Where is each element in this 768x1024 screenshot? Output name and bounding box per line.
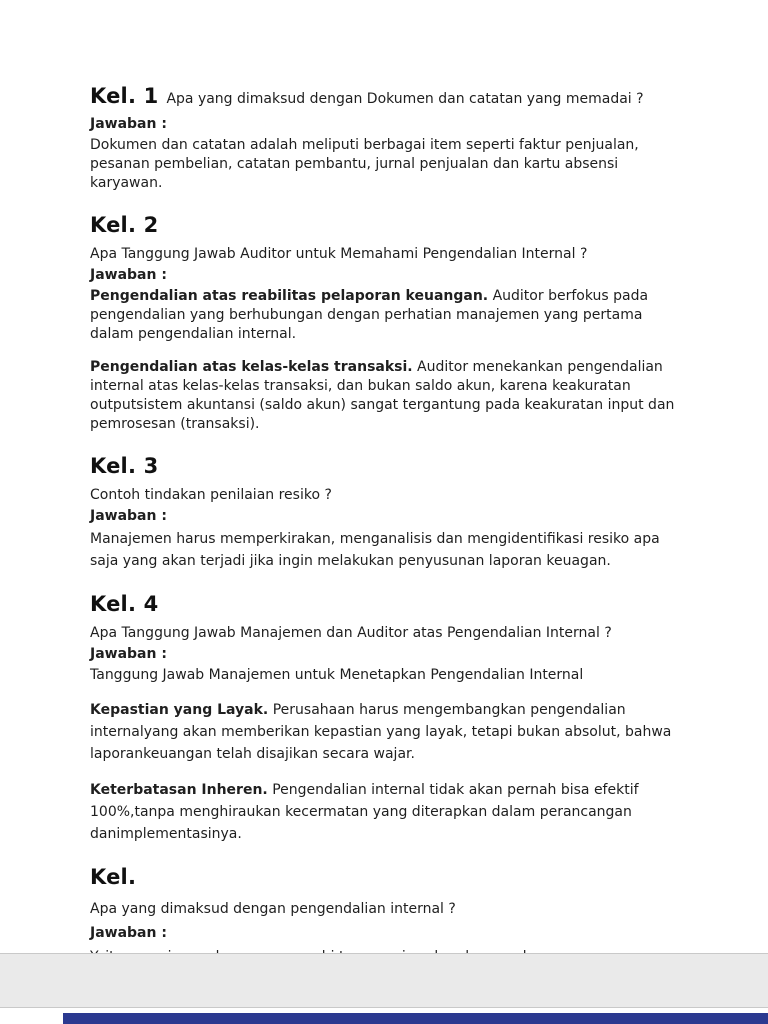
- paragraph-text: Perusahaan harus mengembangkan pengendalian internalyang akan memberikan kepastian yang layak, tetapi bukan absolut, bahwa laporankeuangan telah disajikan secara wajar.: [90, 702, 672, 763]
- section-question: Apa yang dimaksud dengan pengendalian internal ?: [90, 900, 456, 917]
- next-page-blue-bar: [63, 1013, 768, 1024]
- answer-paragraph: [90, 287, 684, 344]
- answer-text: Dokumen dan catatan adalah meliputi berbagai item seperti faktur penjualan, pesanan pembelian, catatan pembantu, jurnal penjualan dan kartu absensi karyawan.: [90, 137, 639, 191]
- section-kel-1: [90, 84, 684, 193]
- paragraph-lead-bold: Pengendalian atas reabilitas pelaporan keuangan.: [90, 288, 489, 305]
- paragraph-lead-bold: Kepastian yang Layak.: [90, 702, 269, 719]
- section-heading: Kel. 2: [90, 213, 159, 237]
- section-kel-4: [90, 592, 684, 845]
- paragraph-lead-bold: Keterbatasan Inheren.: [90, 782, 268, 799]
- answer-paragraph: [90, 779, 684, 845]
- answer-paragraph: [90, 699, 684, 765]
- jawaban-label: Jawaban :: [90, 924, 167, 941]
- jawaban-label: Jawaban :: [90, 267, 167, 284]
- document-content: [90, 84, 684, 972]
- answer-text: Manajemen harus memperkirakan, menganalisis dan mengidentifikasi resiko apa saja yang akan terjadi jika ingin melakukan penyusunan laporan keuagan.: [90, 531, 660, 570]
- section-heading: Kel. 1: [90, 84, 159, 108]
- page-gap: [0, 953, 768, 1008]
- section-heading: Kel. 4: [90, 592, 159, 617]
- paragraph-text: Pengendalian internal tidak akan pernah bisa efektif 100%,tanpa menghiraukan kecermatan yang diterapkan dalam perancangan danimplementasinya.: [90, 782, 639, 843]
- section-kel-3: [90, 454, 684, 572]
- jawaban-label: Jawaban :: [90, 646, 167, 663]
- section-question: Contoh tindakan penilaian resiko ?: [90, 487, 332, 504]
- jawaban-label: Jawaban :: [90, 508, 167, 525]
- answer-paragraph: [90, 358, 684, 434]
- section-question: Apa yang dimaksud dengan Dokumen dan catatan yang memadai ?: [166, 91, 644, 107]
- section-kel-2: [90, 213, 684, 434]
- paragraph-text: Auditor berfokus pada pengendalian yang berhubungan dengan perhatian manajemen yang pertama dalam pengendalian internal.: [90, 288, 649, 343]
- section-heading: Kel.: [90, 865, 137, 890]
- jawaban-label: Jawaban :: [90, 116, 167, 132]
- section-heading: Kel. 3: [90, 454, 159, 479]
- paragraph-text: Auditor menekankan pengendalian internal atas kelas-kelas transaksi, dan bukan saldo akun, karena keakuratan outputsistem akuntansi (saldo akun) sangat tergantung pada keakuratan input dan pemrosesan (transaksi).: [90, 359, 675, 433]
- section-question: Apa Tanggung Jawab Manajemen dan Auditor atas Pengendalian Internal ?: [90, 625, 612, 642]
- paragraph-lead-bold: Pengendalian atas kelas-kelas transaksi.: [90, 359, 413, 376]
- answer-text: Tanggung Jawab Manajemen untuk Menetapkan Pengendalian Internal: [90, 667, 584, 684]
- section-question: Apa Tanggung Jawab Auditor untuk Memahami Pengendalian Internal ?: [90, 246, 588, 263]
